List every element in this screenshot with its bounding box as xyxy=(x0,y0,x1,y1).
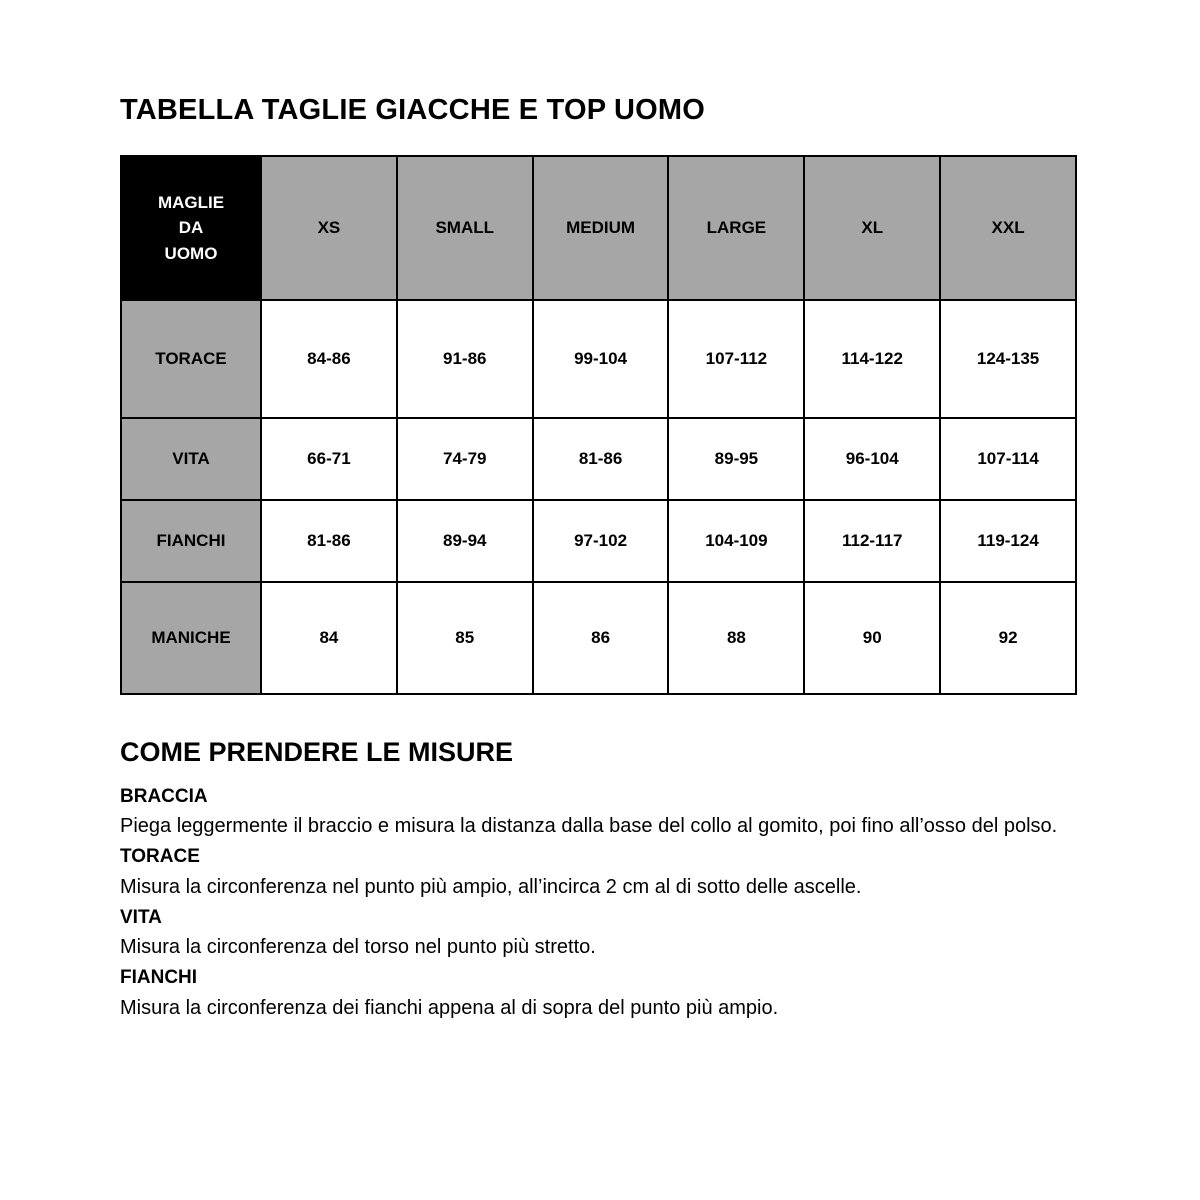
row-label-maniche: MANICHE xyxy=(121,582,261,694)
cell-torace-xl: 114-122 xyxy=(804,300,940,418)
cell-maniche-small: 85 xyxy=(397,582,533,694)
column-header-medium: MEDIUM xyxy=(533,156,669,300)
section-title-measure: COME PRENDERE LE MISURE xyxy=(120,737,514,767)
cell-vita-xs: 66-71 xyxy=(261,418,397,500)
table-corner-label xyxy=(121,156,261,300)
corner-line-2: DA xyxy=(178,218,204,238)
measure-term-torace: TORACE xyxy=(120,846,200,868)
cell-maniche-large: 88 xyxy=(668,582,804,694)
cell-vita-xl: 96-104 xyxy=(804,418,940,500)
table-row xyxy=(121,300,1076,418)
cell-vita-large: 89-95 xyxy=(668,418,804,500)
column-header-small: SMALL xyxy=(397,156,533,300)
cell-torace-medium: 99-104 xyxy=(533,300,669,418)
cell-fianchi-medium: 97-102 xyxy=(533,500,669,582)
measure-term-braccia: BRACCIA xyxy=(120,786,208,807)
measure-entry-fianchi xyxy=(120,963,1080,1023)
measure-text-braccia: Piega leggermente il braccio e misura la distanza dalla base del collo al gomito, poi fino all’osso del polso. xyxy=(120,815,1058,838)
row-label-torace: TORACE xyxy=(121,300,261,418)
column-header-large: LARGE xyxy=(668,156,804,300)
cell-torace-xs: 84-86 xyxy=(261,300,397,418)
measure-text-vita: Misura la circonferenza del torso nel punto più stretto. xyxy=(120,936,596,959)
cell-vita-xxl: 107-114 xyxy=(940,418,1076,500)
column-header-xl: XL xyxy=(804,156,940,300)
size-chart-table xyxy=(120,155,1077,695)
table-row xyxy=(121,418,1076,500)
cell-maniche-medium: 86 xyxy=(533,582,669,694)
cell-maniche-xxl: 92 xyxy=(940,582,1076,694)
measure-text-fianchi: Misura la circonferenza dei fianchi appena al di sopra del punto più ampio. xyxy=(120,996,779,1019)
measure-term-vita: VITA xyxy=(120,906,162,928)
table-header-row xyxy=(121,156,1076,300)
column-header-xxl: XXL xyxy=(940,156,1076,300)
cell-torace-small: 91-86 xyxy=(397,300,533,418)
row-label-vita: VITA xyxy=(121,418,261,500)
measure-entry-vita xyxy=(120,903,1080,963)
cell-maniche-xl: 90 xyxy=(804,582,940,694)
cell-torace-large: 107-112 xyxy=(668,300,804,418)
table-row xyxy=(121,582,1076,694)
cell-vita-small: 74-79 xyxy=(397,418,533,500)
corner-line-3: UOMO xyxy=(164,243,218,263)
cell-fianchi-large: 104-109 xyxy=(668,500,804,582)
cell-fianchi-small: 89-94 xyxy=(397,500,533,582)
measure-text-torace: Misura la circonferenza nel punto più ampio, all’incirca 2 cm al di sotto delle ascelle. xyxy=(120,875,862,898)
corner-line-1: MAGLIE xyxy=(157,192,225,212)
cell-fianchi-xxl: 119-124 xyxy=(940,500,1076,582)
table-row xyxy=(121,500,1076,582)
measure-entry-braccia xyxy=(120,782,1080,842)
measure-term-fianchi: FIANCHI xyxy=(120,967,198,989)
measure-entry-torace xyxy=(120,842,1080,902)
cell-torace-xxl: 124-135 xyxy=(940,300,1076,418)
cell-maniche-xs: 84 xyxy=(261,582,397,694)
column-header-xs: XS xyxy=(261,156,397,300)
page-title: TABELLA TAGLIE GIACCHE E TOP UOMO xyxy=(120,94,705,126)
cell-vita-medium: 81-86 xyxy=(533,418,669,500)
cell-fianchi-xl: 112-117 xyxy=(804,500,940,582)
row-label-fianchi: FIANCHI xyxy=(121,500,261,582)
cell-fianchi-xs: 81-86 xyxy=(261,500,397,582)
